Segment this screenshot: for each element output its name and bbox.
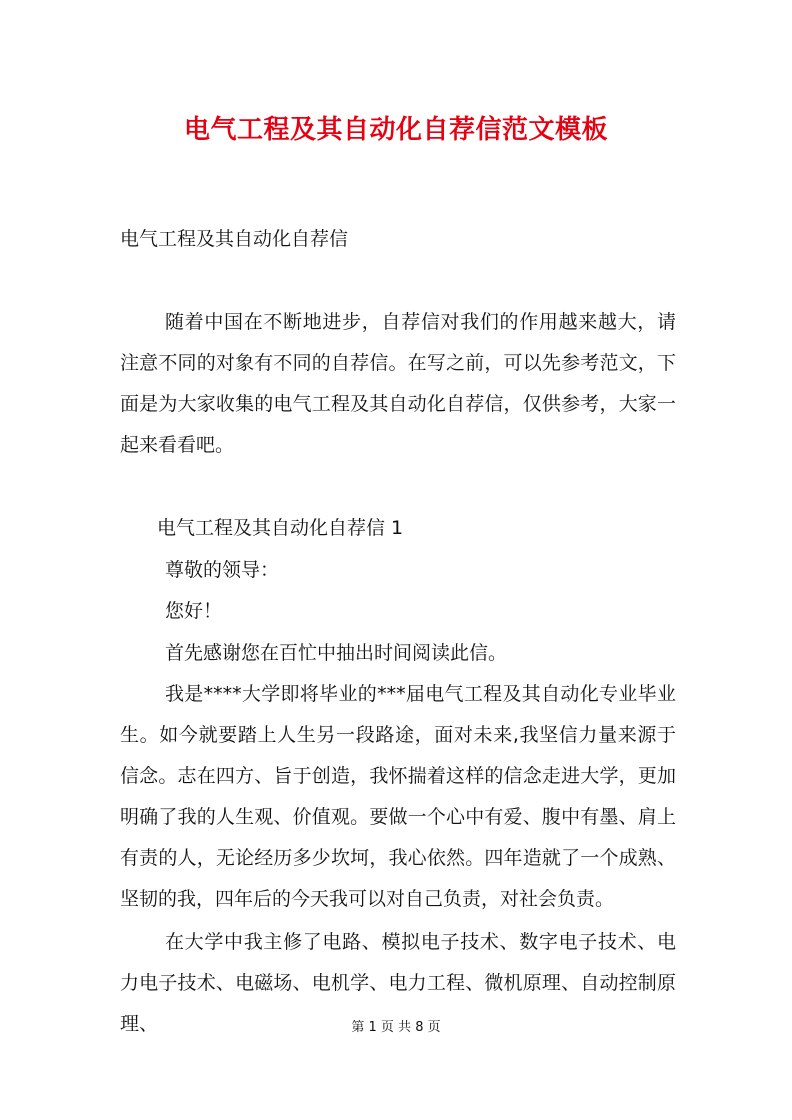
- letter-body-paragraph: 在大学中我主修了电路、模拟电子技术、数字电子技术、电力电子技术、电磁场、电机学、电力工程、微机原理、自动控制原理、: [120, 931, 676, 1035]
- document-subtitle: 电气工程及其自动化自荐信: [120, 228, 349, 250]
- document-title: 电气工程及其自动化自荐信范文模板: [183, 115, 608, 145]
- letter-heading: 电气工程及其自动化自荐信 1: [157, 517, 404, 539]
- page-footer: 第 1 页 共 8 页: [351, 1020, 441, 1035]
- letter-greeting: 您好！: [165, 600, 223, 622]
- intro-paragraph: 随着中国在不断地进步，自荐信对我们的作用越来越大，请注意不同的对象有不同的自荐信。在写之前，可以先参考范文，下面是为大家收集的电气工程及其自动化自荐信，仅供参考，大家一起来看看吧。: [120, 311, 676, 456]
- letter-thanks: 首先感谢您在百忙中抽出时间阅读此信。: [165, 642, 508, 664]
- letter-salutation: 尊敬的领导：: [165, 559, 280, 581]
- letter-body-paragraph: 我是****大学即将毕业的***届电气工程及其自动化专业毕业生。如今就要踏上人生另一段路途，面对未来,我坚信力量来源于信念。志在四方、旨于创造，我怀揣着这样的信念走进大学，更加明确了我的人生观、价值观。要做一个心中有爱、腹中有墨、肩上有责的人，无论经历多少坎坷，我心依然。四年造就了一个成熟、坚韧的我，四年后的今天我可以对自己负责，对社会负责。: [120, 683, 676, 910]
